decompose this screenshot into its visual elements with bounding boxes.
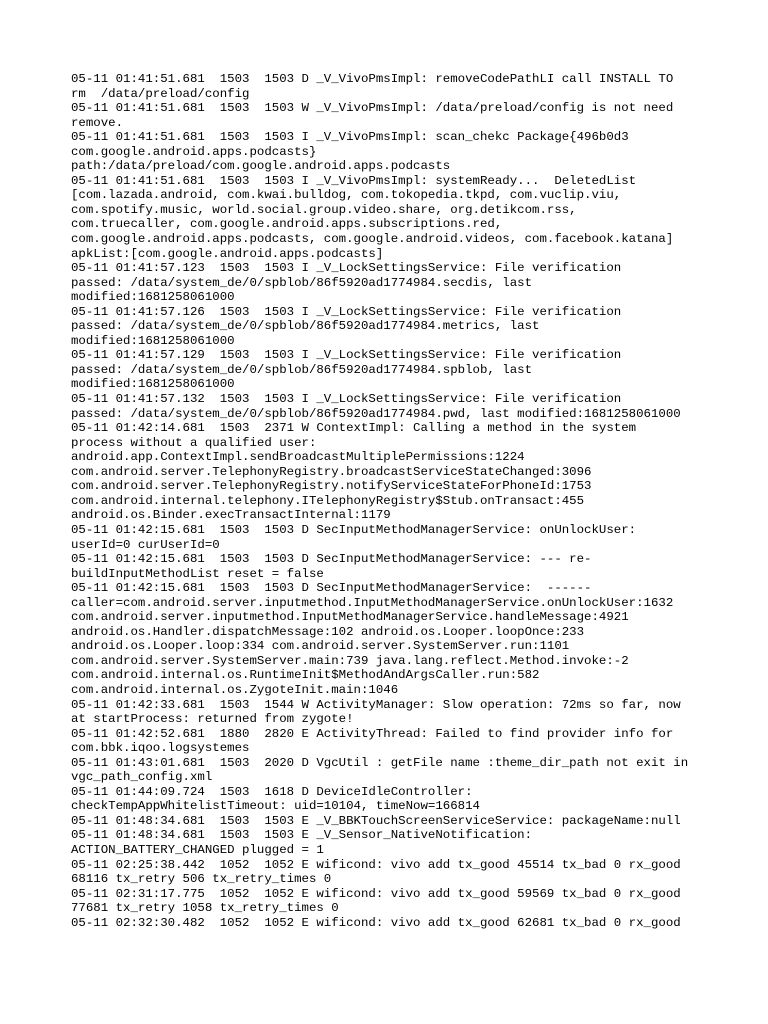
log-line: buildInputMethodList reset = false	[71, 566, 324, 581]
log-line: 05-11 01:41:57.129 1503 1503 I _V_LockSettingsService: File verification	[71, 348, 622, 363]
log-line: android.app.ContextImpl.sendBroadcastMultiplePermissions:1224	[71, 450, 525, 465]
log-line: caller=com.android.server.inputmethod.InputMethodManagerService.onUnlockUser:1632	[71, 595, 674, 610]
log-line: [com.lazada.android, com.kwai.bulldog, com.tokopedia.tkpd, com.vuclip.viu,	[71, 188, 622, 203]
log-line: remove.	[71, 115, 124, 130]
log-line: 77681 tx_retry 1058 tx_retry_times 0	[71, 901, 339, 916]
log-line: 05-11 02:25:38.442 1052 1052 E wificond: vivo add tx_good 45514 tx_bad 0 rx_good	[71, 857, 681, 872]
log-line: 05-11 01:42:15.681 1503 1503 D SecInputMethodManagerService: --- re-	[71, 552, 592, 567]
log-line: 05-11 01:41:57.126 1503 1503 I _V_LockSettingsService: File verification	[71, 304, 622, 319]
log-line: userId=0 curUserId=0	[71, 537, 220, 552]
log-line: modified:1681258061000	[71, 377, 235, 392]
log-line: 05-11 01:41:57.132 1503 1503 I _V_LockSettingsService: File verification	[71, 392, 622, 407]
log-line: com.android.server.inputmethod.InputMethodManagerService.handleMessage:4921	[71, 610, 629, 625]
log-line: checkTempAppWhitelistTimeout: uid=10104, timeNow=166814	[71, 799, 480, 814]
log-line: 05-11 01:43:01.681 1503 2020 D VgcUtil : getFile name :theme_dir_path not exit in	[71, 755, 689, 770]
log-line: 05-11 02:32:30.482 1052 1052 E wificond: vivo add tx_good 62681 tx_bad 0 rx_good	[71, 915, 681, 930]
log-line: 05-11 01:41:51.681 1503 1503 I _V_VivoPmsImpl: systemReady... DeletedList	[71, 173, 637, 188]
log-line: com.android.internal.telephony.ITelephonyRegistry$Stub.onTransact:455	[71, 493, 585, 508]
log-line: com.android.server.SystemServer.main:739 java.lang.reflect.Method.invoke:-2	[71, 653, 629, 668]
log-line: ACTION_BATTERY_CHANGED plugged = 1	[71, 842, 324, 857]
log-line: 05-11 01:42:33.681 1503 1544 W ActivityManager: Slow operation: 72ms so far, now	[71, 697, 681, 712]
log-line: rm /data/preload/config	[71, 86, 250, 101]
log-line: com.android.internal.os.RuntimeInit$MethodAndArgsCaller.run:582	[71, 668, 540, 683]
log-line: passed: /data/system_de/0/spblob/86f5920ad1774984.spblob, last	[71, 362, 533, 377]
log-line: 05-11 01:42:14.681 1503 2371 W ContextImpl: Calling a method in the system	[71, 421, 637, 436]
log-line: android.os.Looper.loop:334 com.android.server.SystemServer.run:1101	[71, 639, 570, 654]
log-line: modified:1681258061000	[71, 333, 235, 348]
log-line: at startProcess: returned from zygote!	[71, 712, 354, 727]
log-line: 05-11 01:41:51.681 1503 1503 I _V_VivoPmsImpl: scan_chekc Package{496b0d3	[71, 130, 629, 145]
log-line: 05-11 01:42:52.681 1880 2820 E ActivityThread: Failed to find provider info for	[71, 726, 674, 741]
log-line: apkList:[com.google.android.apps.podcasts]	[71, 246, 384, 261]
log-line: 05-11 01:42:15.681 1503 1503 D SecInputMethodManagerService: ------	[71, 581, 592, 596]
log-line: com.android.server.TelephonyRegistry.notifyServiceStateForPhoneId:1753	[71, 479, 592, 494]
log-line: path:/data/preload/com.google.android.apps.podcasts	[71, 159, 451, 174]
log-line: com.truecaller, com.google.android.apps.subscriptions.red,	[71, 217, 503, 232]
log-line: android.os.Binder.execTransactInternal:1179	[71, 508, 391, 523]
log-line: vgc_path_config.xml	[71, 770, 213, 785]
log-line: passed: /data/system_de/0/spblob/86f5920ad1774984.pwd, last modified:1681258061000	[71, 406, 681, 421]
log-line: 05-11 01:42:15.681 1503 1503 D SecInputMethodManagerService: onUnlockUser:	[71, 522, 637, 537]
log-line: passed: /data/system_de/0/spblob/86f5920ad1774984.secdis, last	[71, 275, 533, 290]
log-line: com.google.android.apps.podcasts}	[71, 144, 317, 159]
log-line: passed: /data/system_de/0/spblob/86f5920ad1774984.metrics, last	[71, 319, 540, 334]
log-line: 05-11 01:48:34.681 1503 1503 E _V_Sensor_NativeNotification:	[71, 828, 533, 843]
log-line: com.google.android.apps.podcasts, com.google.android.videos, com.facebook.katana]	[71, 232, 674, 247]
log-line: 68116 tx_retry 506 tx_retry_times 0	[71, 872, 332, 887]
log-line: com.spotify.music, world.social.group.video.share, org.detikcom.rss,	[71, 202, 577, 217]
log-line: android.os.Handler.dispatchMessage:102 android.os.Looper.loopOnce:233	[71, 624, 585, 639]
log-line: com.bbk.iqoo.logsystemes	[71, 741, 250, 756]
log-line: 05-11 01:41:51.681 1503 1503 W _V_VivoPmsImpl: /data/preload/config is not need	[71, 101, 674, 116]
log-line: com.android.server.TelephonyRegistry.broadcastServiceStateChanged:3096	[71, 464, 592, 479]
log-line: 05-11 01:41:57.123 1503 1503 I _V_LockSettingsService: File verification	[71, 261, 622, 276]
document-page	[71, 72, 711, 930]
log-line: com.android.internal.os.ZygoteInit.main:1046	[71, 682, 399, 697]
log-line: 05-11 02:31:17.775 1052 1052 E wificond: vivo add tx_good 59569 tx_bad 0 rx_good	[71, 886, 681, 901]
log-line: modified:1681258061000	[71, 290, 235, 305]
log-line: 05-11 01:44:09.724 1503 1618 D DeviceIdleController:	[71, 784, 473, 799]
log-line: 05-11 01:41:51.681 1503 1503 D _V_VivoPmsImpl: removeCodePathLI call INSTALL TO	[71, 72, 674, 86]
log-line: 05-11 01:48:34.681 1503 1503 E _V_BBKTouchScreenServiceService: packageName:null	[71, 813, 681, 828]
log-line: process without a qualified user:	[71, 435, 317, 450]
